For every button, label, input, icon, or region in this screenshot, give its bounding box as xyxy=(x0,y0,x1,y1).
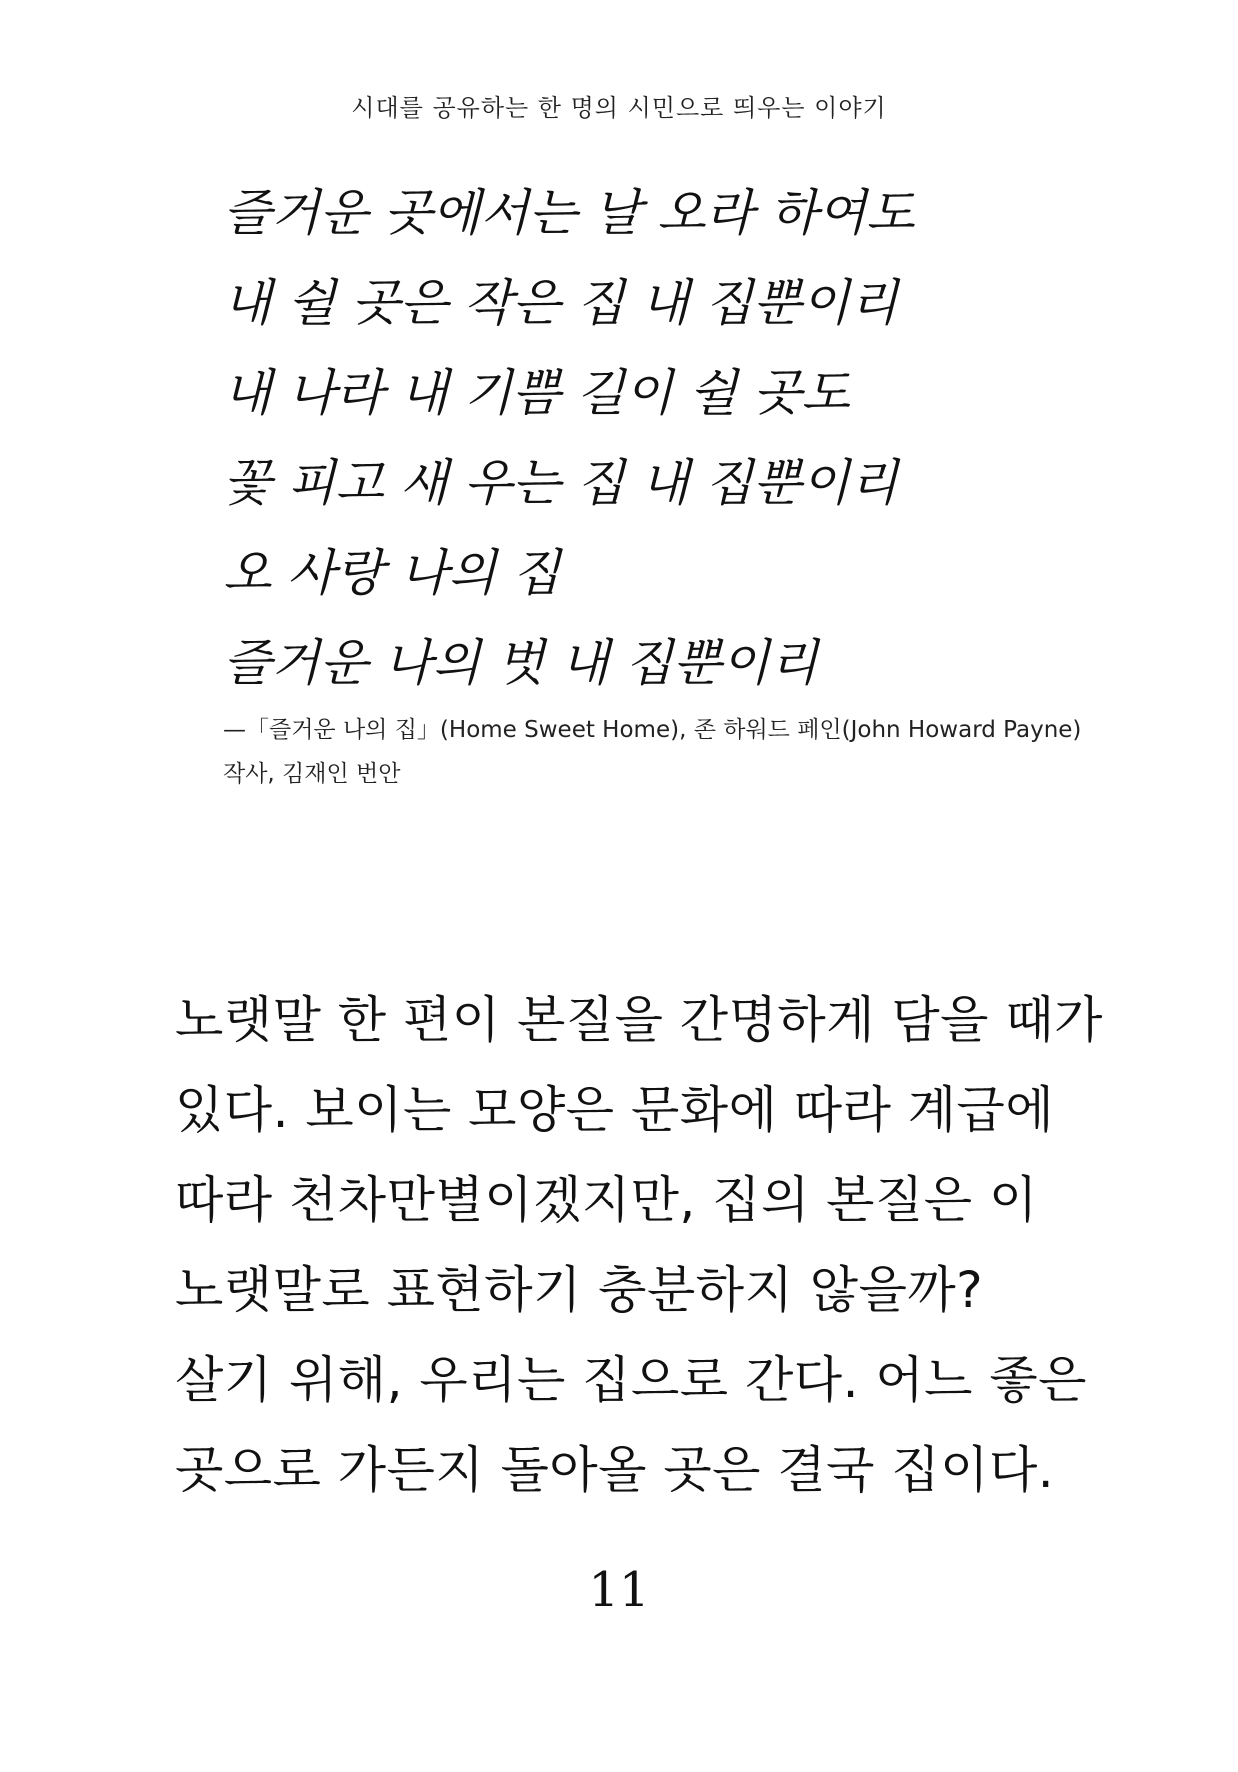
attribution-line: 작사, 김재인 번안 xyxy=(223,761,401,787)
body-line: 있다. 보이는 모양은 문화에 따라 계급에 xyxy=(175,1081,1055,1139)
poem-line: 내 쉴 곳은 작은 집 내 집뿐이리 xyxy=(223,274,898,332)
running-header: 시대를 공유하는 한 명의 시민으로 띄우는 이야기 xyxy=(351,94,887,122)
poem-line: 즐거운 곳에서는 날 오라 하여도 xyxy=(223,184,915,242)
body-paragraph xyxy=(175,975,1103,1515)
poem-line: 내 나라 내 기쁨 길이 쉴 곳도 xyxy=(223,364,850,422)
poem-line: 꽃 피고 새 우는 집 내 집뿐이리 xyxy=(223,454,898,512)
attribution-line: —「즐거운 나의 집」(Home Sweet Home), 존 하워드 페인(John Howard Payne) xyxy=(223,717,1082,743)
poem-block xyxy=(223,168,1123,708)
body-line: 노랫말로 표현하기 충분하지 않을까? xyxy=(175,1261,984,1319)
body-line: 살기 위해, 우리는 집으로 간다. 어느 좋은 xyxy=(175,1351,1087,1409)
poem-attribution xyxy=(223,708,1103,796)
body-line: 따라 천차만별이겠지만, 집의 본질은 이 xyxy=(175,1171,1038,1229)
body-line: 노랫말 한 편이 본질을 간명하게 담을 때가 xyxy=(175,991,1103,1049)
poem-line: 오 사랑 나의 집 xyxy=(223,544,561,602)
page-number: 11 xyxy=(588,1562,650,1618)
poem-line: 즐거운 나의 벗 내 집뿐이리 xyxy=(223,634,818,692)
body-line: 곳으로 가든지 돌아올 곳은 결국 집이다. xyxy=(175,1441,1055,1499)
